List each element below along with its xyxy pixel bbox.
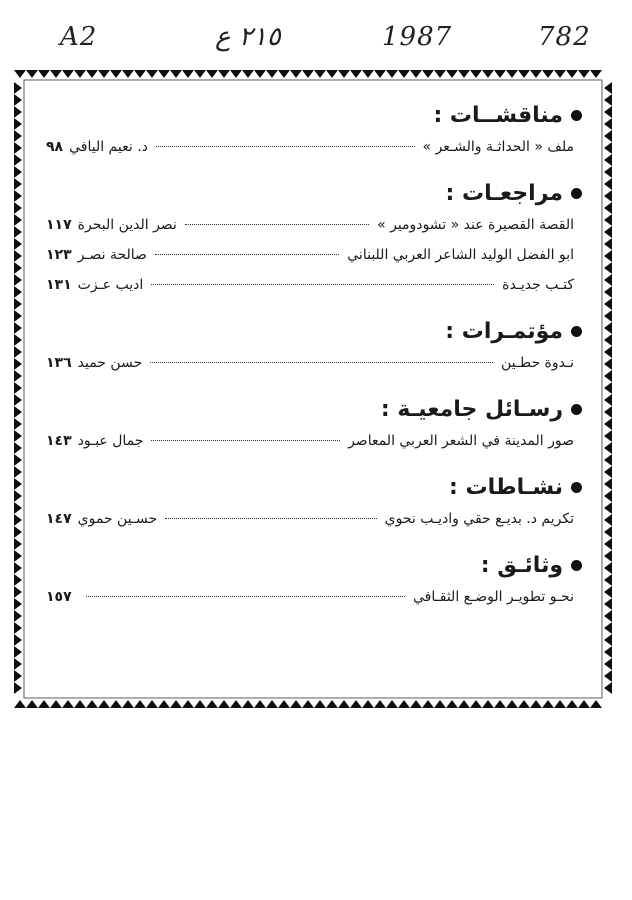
- section-conferences: [38, 314, 588, 378]
- entry-title: تكريم د. بديـع حقي واديـب نحوي: [384, 511, 574, 527]
- entry-page: ٩٨: [46, 139, 64, 155]
- dot-leader: [150, 362, 493, 363]
- dot-leader: [151, 440, 340, 441]
- dot-leader: [151, 284, 494, 285]
- table-of-contents: [38, 88, 588, 690]
- entry-author: نصر الدين البحرة: [77, 217, 177, 233]
- section-theses: [38, 392, 588, 456]
- entry-page: ١٣٦: [46, 355, 72, 371]
- entry-author: اديب عـزت: [77, 277, 144, 293]
- entry-author: حسـين حموي: [77, 511, 158, 527]
- toc-entry: [38, 270, 588, 300]
- section-heading-text: مؤتمـرات :: [445, 318, 563, 344]
- section-heading: [38, 314, 582, 348]
- entry-page: ١٥٧: [46, 589, 72, 605]
- section-heading-text: مناقشــات :: [433, 102, 563, 128]
- section-heading: [38, 176, 582, 210]
- entry-title: كتـب جديـدة: [502, 277, 574, 293]
- section-heading-text: وثائـق :: [480, 552, 563, 578]
- toc-entry: [38, 240, 588, 270]
- entry-author: جمال عبـود: [77, 433, 144, 449]
- section-heading: [38, 548, 582, 582]
- section-heading-text: مراجعـات :: [445, 180, 563, 206]
- entry-title: نحـو تطويـر الوضـع الثقـافي: [413, 589, 574, 605]
- toc-entry: [38, 582, 588, 612]
- contents-frame: [14, 70, 612, 708]
- entry-page: ١٢٣: [46, 247, 72, 263]
- handwritten-note-code: A2: [60, 22, 98, 52]
- toc-entry: [38, 426, 588, 456]
- entry-title: القصة القصيرة عند « تشودومير »: [377, 217, 574, 233]
- section-heading-text: نشـاطات :: [449, 474, 563, 500]
- section-activities: [38, 470, 588, 534]
- dot-leader: [185, 224, 369, 225]
- handwritten-note-number: 782: [538, 22, 591, 52]
- handwritten-note-issue: ٢١٥ ع: [215, 22, 281, 52]
- bullet-icon: [571, 326, 582, 337]
- toc-entry: [38, 132, 588, 162]
- entry-title: صور المدينة في الشعر العربي المعاصر: [348, 433, 574, 449]
- bullet-icon: [571, 110, 582, 121]
- entry-page: ١٤٣: [46, 433, 72, 449]
- section-heading: [38, 470, 582, 504]
- entry-author: صالحة نصـر: [77, 247, 147, 263]
- dot-leader: [156, 146, 415, 147]
- section-heading-text: رسـائل جامعيـة :: [380, 396, 563, 422]
- toc-entry: [38, 504, 588, 534]
- entry-page: ١٣١: [46, 277, 72, 293]
- section-documents: [38, 548, 588, 612]
- bullet-icon: [571, 482, 582, 493]
- bullet-icon: [571, 188, 582, 199]
- entry-title: ملف « الحداثـة والشـعر »: [422, 139, 574, 155]
- entry-page: ١١٧: [46, 217, 72, 233]
- handwritten-note-year: 1987: [382, 22, 453, 52]
- toc-entry: [38, 210, 588, 240]
- section-discussions: [38, 98, 588, 162]
- bullet-icon: [571, 560, 582, 571]
- toc-entry: [38, 348, 588, 378]
- entry-page: ١٤٧: [46, 511, 72, 527]
- entry-title: ابو الفضل الوليد الشاعر العربي اللبناني: [347, 247, 574, 263]
- section-reviews: [38, 176, 588, 300]
- section-heading: [38, 392, 582, 426]
- dot-leader: [155, 254, 339, 255]
- dot-leader: [165, 518, 376, 519]
- bullet-icon: [571, 404, 582, 415]
- section-heading: [38, 98, 582, 132]
- entry-title: نـدوة حطـين: [500, 355, 574, 371]
- entry-author: حسن حميد: [77, 355, 143, 371]
- entry-author: د. نعيم اليافي: [69, 139, 148, 155]
- dot-leader: [86, 596, 405, 597]
